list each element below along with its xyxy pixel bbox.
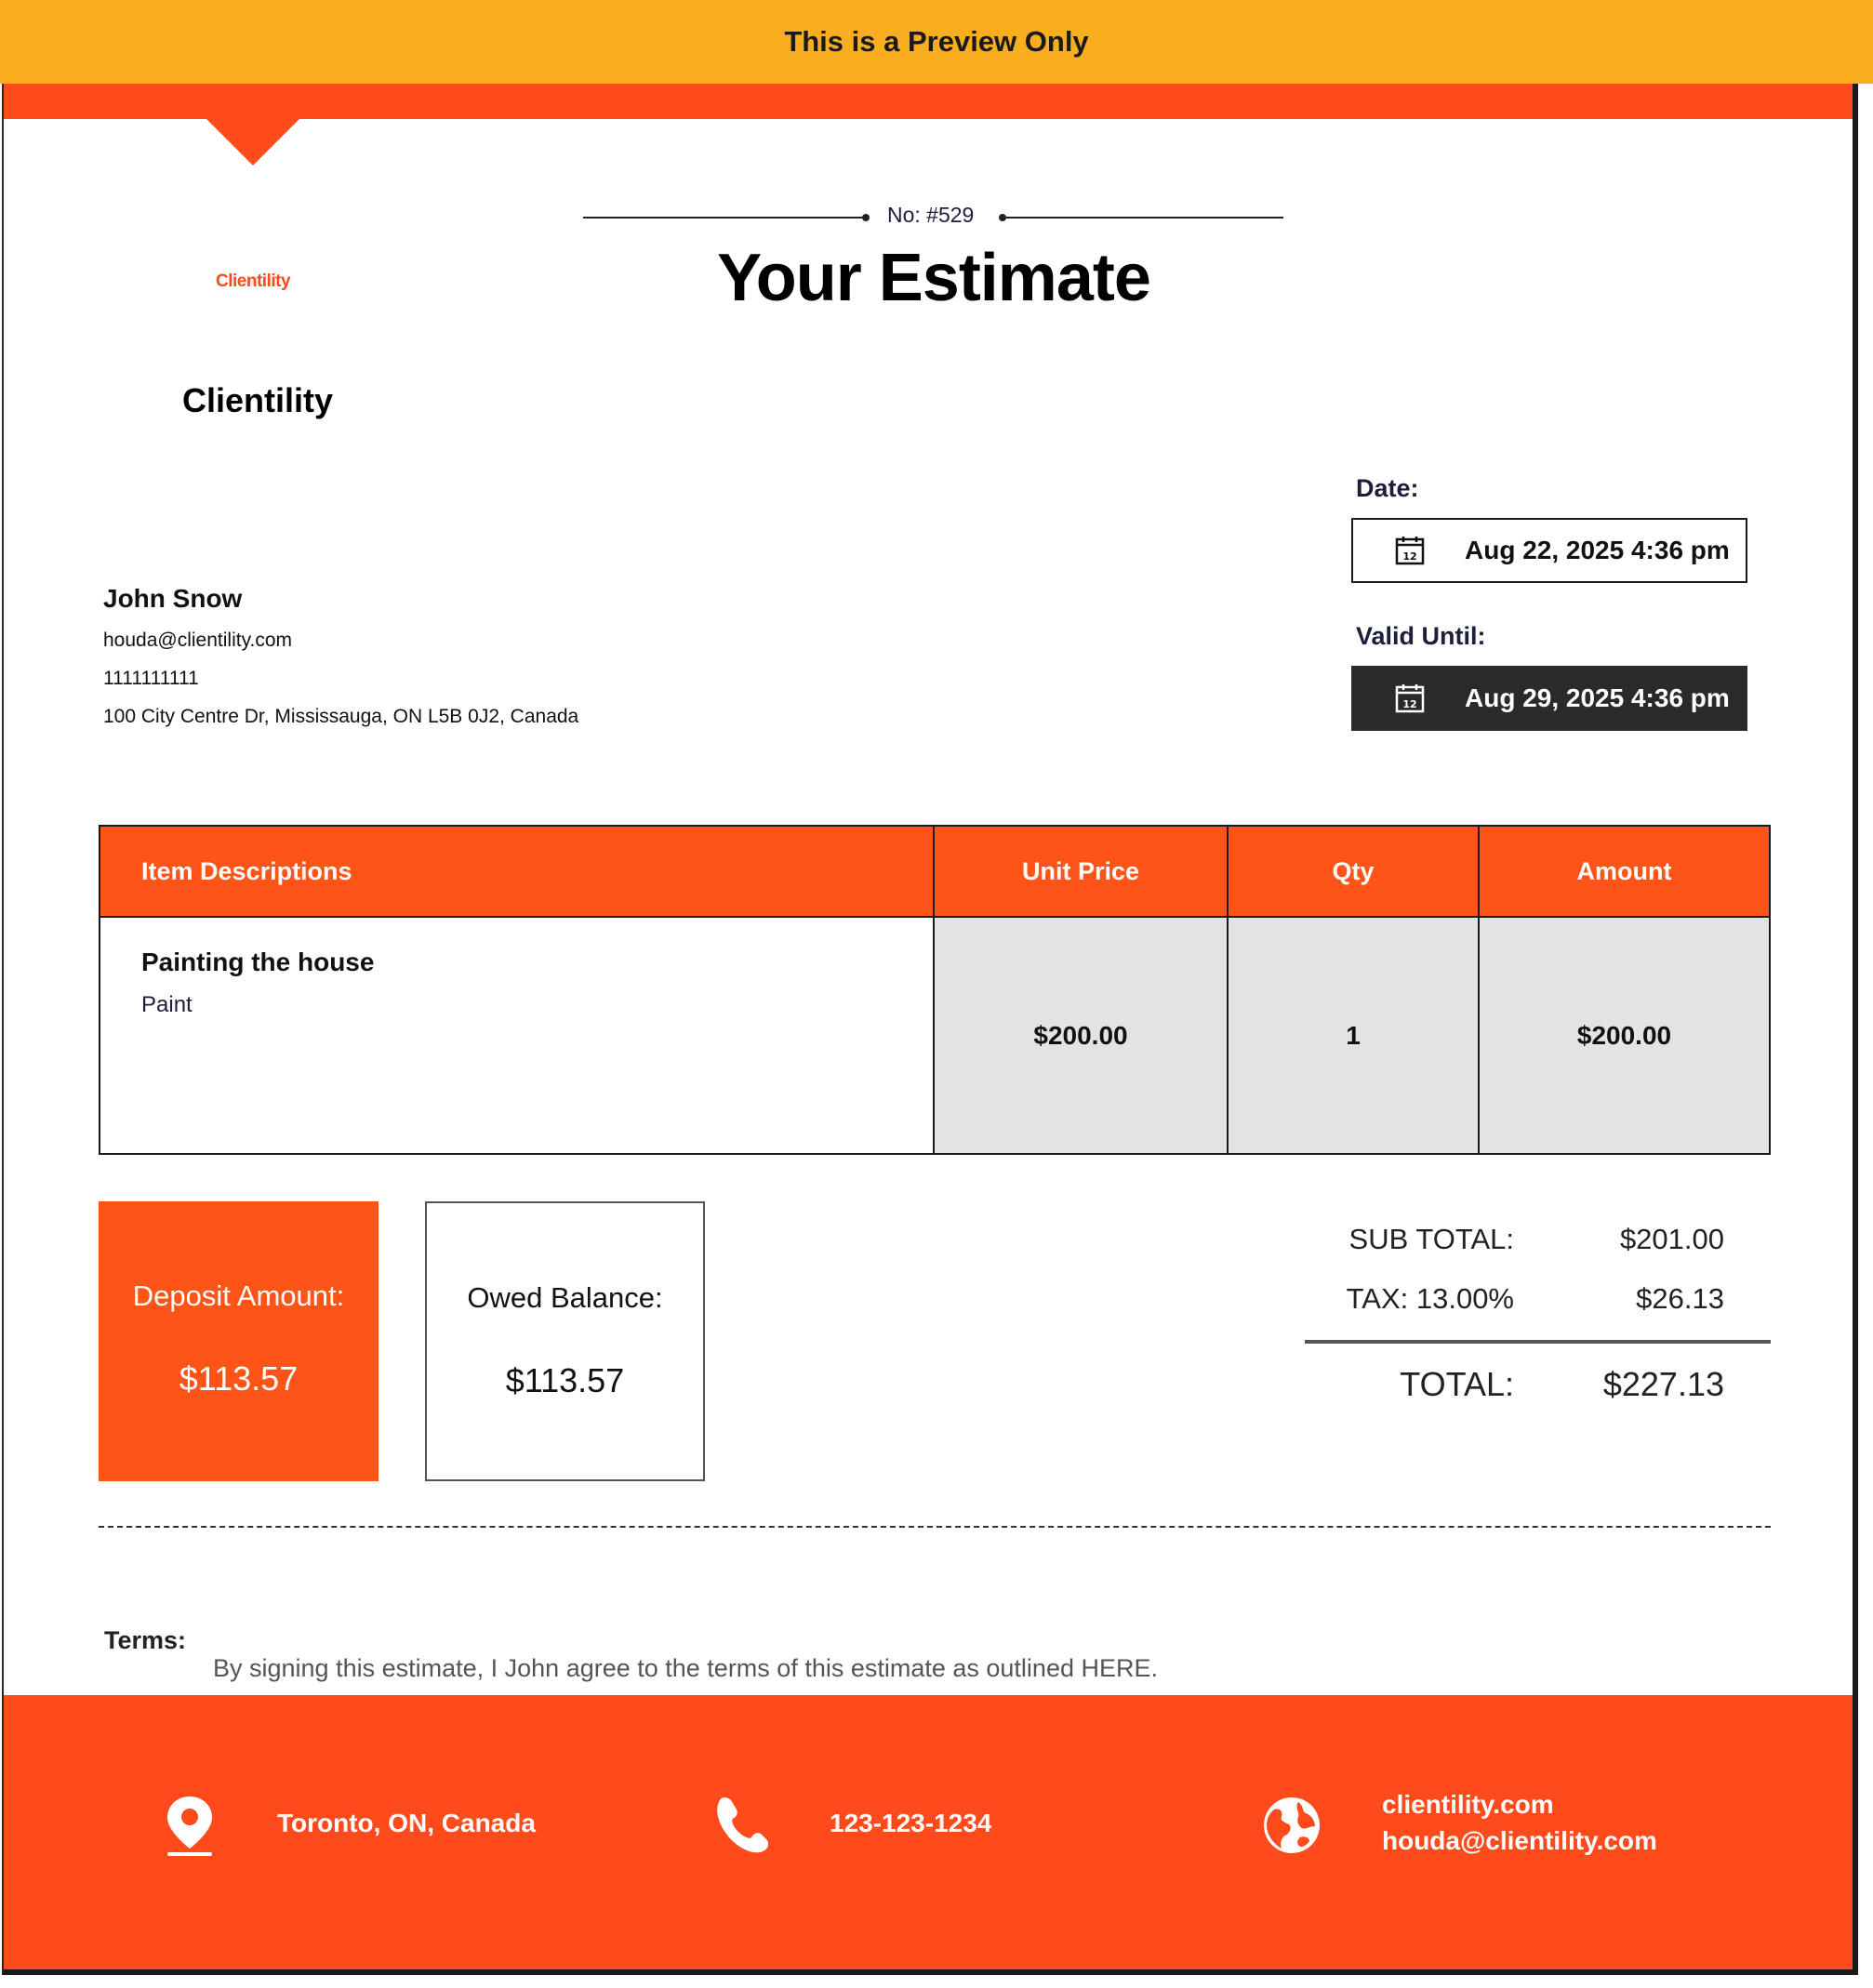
footer-website[interactable]: clientility.com <box>1382 1790 1554 1819</box>
total-value: $227.13 <box>1602 1365 1724 1403</box>
dashed-divider <box>99 1526 1771 1528</box>
client-name: John Snow <box>103 584 243 613</box>
phone-icon <box>712 1793 768 1858</box>
valid-until-value: Aug 29, 2025 4:36 pm <box>1465 683 1730 712</box>
deposit-label: Deposit Amount: <box>132 1279 345 1312</box>
item-subtitle: Paint <box>141 992 193 1017</box>
valid-until-field <box>1351 666 1747 731</box>
svg-text:12: 12 <box>1402 698 1417 710</box>
calendar-icon <box>1394 683 1426 714</box>
number-rule-left <box>583 217 862 219</box>
footer-email[interactable]: houda@clientility.com <box>1382 1826 1657 1855</box>
svg-text:12: 12 <box>1402 550 1417 563</box>
column-divider <box>1478 827 1480 1153</box>
client-phone: 1111111111 <box>103 668 199 689</box>
totals-divider <box>1305 1340 1771 1344</box>
tax-value: $26.13 <box>1636 1282 1724 1315</box>
terms-label: Terms: <box>104 1626 187 1654</box>
page-title: Your Estimate <box>717 241 1150 315</box>
date-value: Aug 22, 2025 4:36 pm <box>1465 536 1730 564</box>
estimate-number: No: #529 <box>887 203 975 227</box>
number-rule-dot-left <box>862 214 870 221</box>
column-divider <box>933 827 935 1153</box>
footer-location: Toronto, ON, Canada <box>277 1809 536 1837</box>
table-header <box>100 827 1769 918</box>
subtotal-label: SUB TOTAL: <box>1348 1223 1514 1255</box>
header-item-descriptions: Item Descriptions <box>141 856 352 885</box>
header-unit-price: Unit Price <box>1021 856 1140 885</box>
footer-phone: 123-123-1234 <box>830 1809 992 1837</box>
number-rule-right <box>1004 217 1283 219</box>
preview-banner-text: This is a Preview Only <box>784 25 1089 58</box>
calendar-icon <box>1394 535 1426 566</box>
total-label: TOTAL: <box>1400 1365 1514 1403</box>
header-amount: Amount <box>1576 856 1672 885</box>
subtotal-value: $201.00 <box>1619 1223 1724 1255</box>
tax-label: TAX: 13.00% <box>1346 1282 1514 1315</box>
valid-until-label: Valid Until: <box>1356 622 1486 650</box>
item-name: Painting the house <box>141 948 375 976</box>
footer <box>4 1695 1853 1975</box>
company-logo: Clientility <box>216 272 291 291</box>
amount-cell: $200.00 <box>1480 918 1769 1153</box>
items-table <box>99 825 1771 1155</box>
qty-cell: 1 <box>1229 918 1478 1153</box>
map-pin-icon <box>162 1793 218 1858</box>
column-divider <box>1227 827 1229 1153</box>
unit-price-cell: $200.00 <box>935 918 1227 1153</box>
owed-label: Owed Balance: <box>467 1281 663 1314</box>
date-label: Date: <box>1356 474 1419 502</box>
client-email: houda@clientility.com <box>103 630 293 651</box>
top-accent-strip <box>4 84 1853 119</box>
deposit-amount-box <box>99 1201 379 1481</box>
date-field <box>1351 518 1747 583</box>
estimate-document <box>2 84 1858 1975</box>
client-address: 100 City Centre Dr, Mississauga, ON L5B 0J2, Canada <box>103 706 579 727</box>
header-qty: Qty <box>1332 856 1375 885</box>
globe-icon <box>1261 1793 1322 1858</box>
owed-balance-box <box>425 1201 705 1481</box>
company-name: Clientility <box>182 381 334 419</box>
deposit-value: $113.57 <box>179 1359 299 1398</box>
accent-notch <box>206 119 299 166</box>
owed-value: $113.57 <box>505 1361 625 1399</box>
terms-text: By signing this estimate, I John agree to the terms of this estimate as outlined HERE. <box>213 1654 1158 1682</box>
preview-banner <box>0 0 1873 84</box>
